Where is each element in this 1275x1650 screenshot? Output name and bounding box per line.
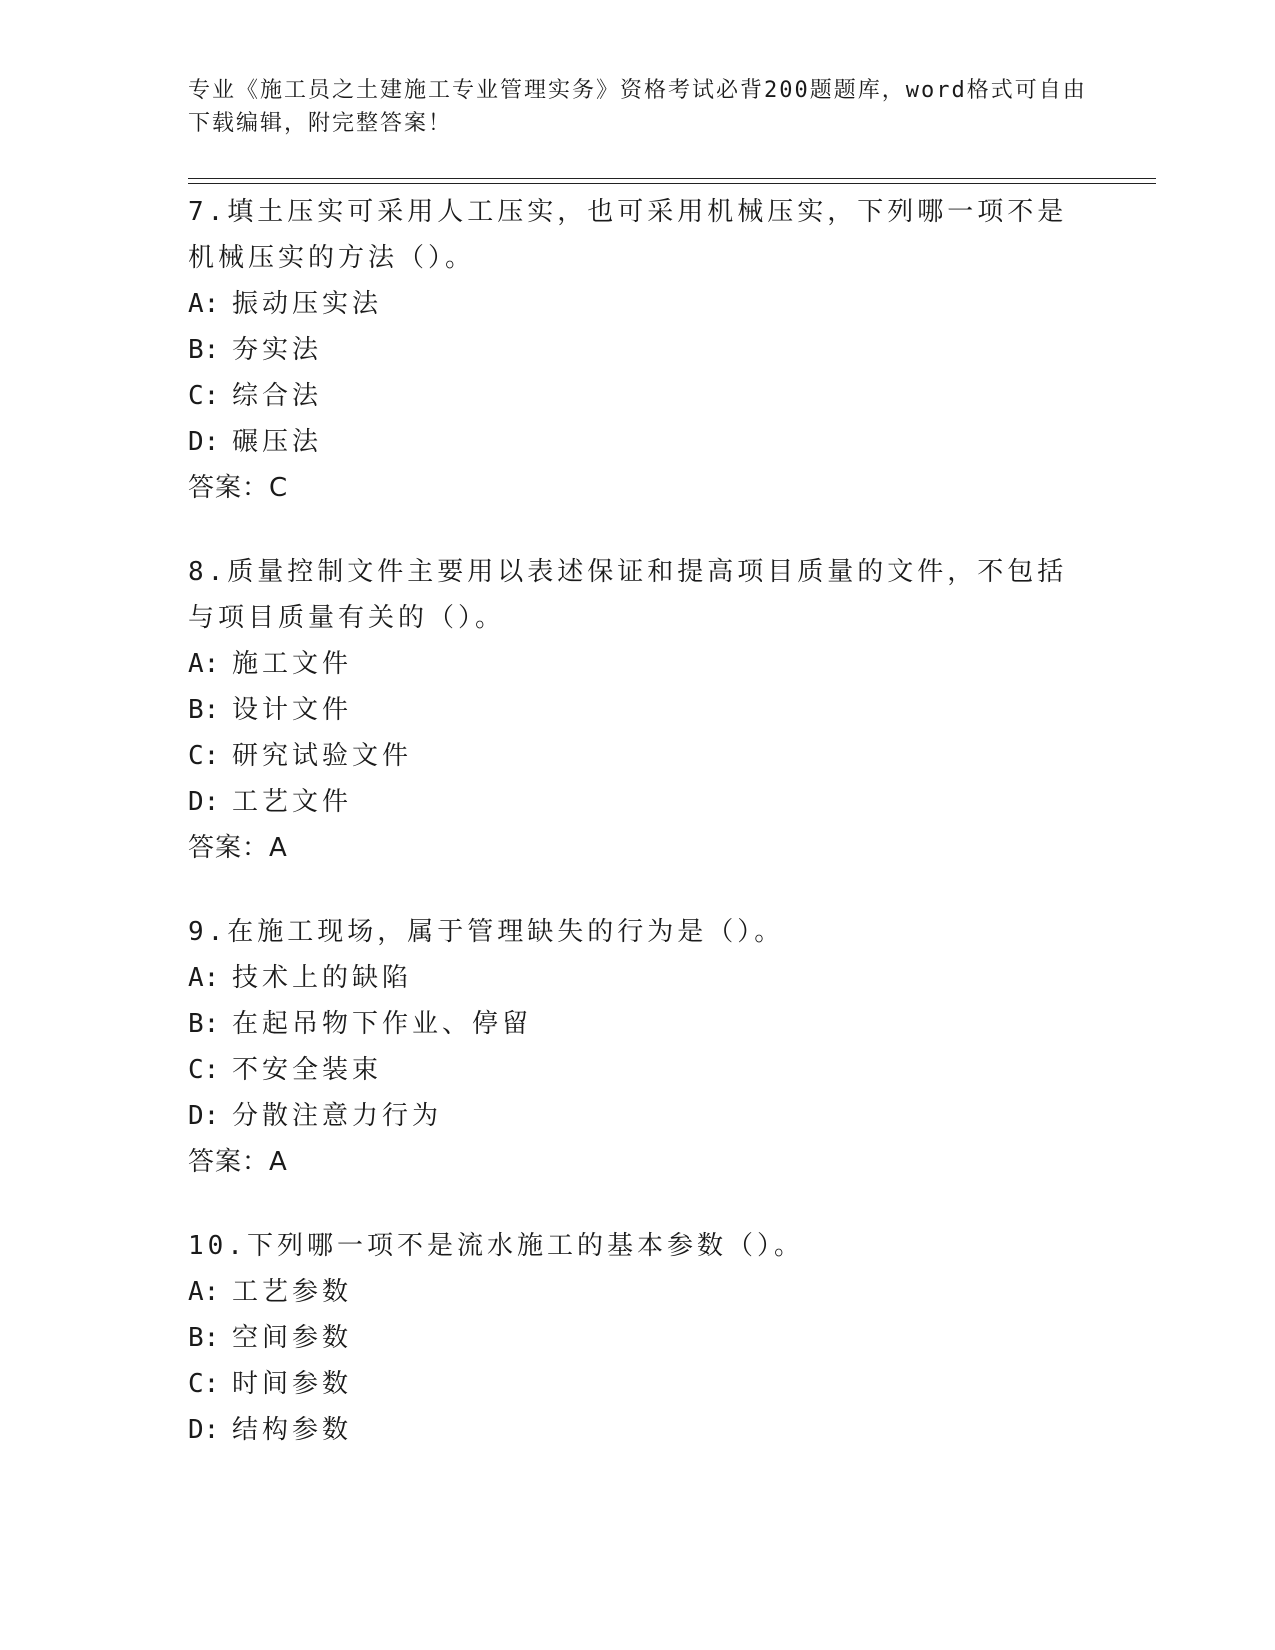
option-d — [188, 779, 1088, 825]
option-letter: D: — [188, 1101, 220, 1131]
option-letter: B: — [188, 1009, 220, 1039]
option-text: 夯实法 — [232, 335, 323, 365]
option-letter: A: — [188, 649, 220, 679]
document-header: 专业《施工员之土建施工专业管理实务》资格考试必背200题题库，word格式可自由下载编辑，附完整答案！ — [188, 78, 1087, 136]
option-text: 空间参数 — [232, 1323, 353, 1353]
option-letter: A: — [188, 289, 220, 319]
option-c — [188, 733, 1088, 779]
option-b — [188, 327, 1088, 373]
option-text: 设计文件 — [232, 695, 353, 725]
option-text: 时间参数 — [232, 1369, 353, 1399]
question-stem: 8.质量控制文件主要用以表述保证和提高项目质量的文件，不包括与项目质量有关的（）。 — [188, 557, 1068, 633]
question-8 — [188, 549, 1088, 871]
option-text: 技术上的缺陷 — [232, 963, 413, 993]
question-stem: 7.填土压实可采用人工压实，也可采用机械压实，下列哪一项不是机械压实的方法（）。 — [188, 197, 1068, 273]
option-b — [188, 1315, 1088, 1361]
option-letter: D: — [188, 787, 220, 817]
option-b — [188, 687, 1088, 733]
option-letter: A: — [188, 1277, 220, 1307]
question-9 — [188, 909, 1088, 1185]
option-d — [188, 1407, 1088, 1453]
option-text: 碾压法 — [232, 427, 323, 457]
option-letter: B: — [188, 1323, 220, 1353]
option-letter: D: — [188, 1415, 220, 1445]
option-d — [188, 419, 1088, 465]
option-a — [188, 641, 1088, 687]
header-divider-top — [188, 178, 1156, 179]
header-divider-bottom — [188, 183, 1156, 184]
option-text: 施工文件 — [232, 649, 353, 679]
option-letter: A: — [188, 963, 220, 993]
option-c — [188, 1361, 1088, 1407]
answer-line: 答案：A — [188, 833, 288, 863]
option-c — [188, 373, 1088, 419]
option-letter: C: — [188, 1369, 220, 1399]
answer-line: 答案：A — [188, 1147, 288, 1177]
option-letter: C: — [188, 741, 220, 771]
question-stem: 10.下列哪一项不是流水施工的基本参数（）。 — [188, 1231, 804, 1261]
question-stem: 9.在施工现场，属于管理缺失的行为是（）。 — [188, 917, 785, 947]
option-text: 不安全装束 — [232, 1055, 383, 1085]
option-text: 分散注意力行为 — [232, 1101, 443, 1131]
option-b — [188, 1001, 1088, 1047]
option-letter: B: — [188, 695, 220, 725]
option-a — [188, 281, 1088, 327]
question-7 — [188, 189, 1088, 511]
option-text: 工艺参数 — [232, 1277, 353, 1307]
option-letter: D: — [188, 427, 220, 457]
question-list — [188, 189, 1088, 1491]
option-c — [188, 1047, 1088, 1093]
option-a — [188, 1269, 1088, 1315]
option-text: 在起吊物下作业、停留 — [232, 1009, 533, 1039]
option-text: 研究试验文件 — [232, 741, 413, 771]
option-d — [188, 1093, 1088, 1139]
answer-line: 答案：C — [188, 473, 289, 503]
option-text: 工艺文件 — [232, 787, 353, 817]
question-10 — [188, 1223, 1088, 1453]
option-letter: C: — [188, 381, 220, 411]
option-letter: C: — [188, 1055, 220, 1085]
option-letter: B: — [188, 335, 220, 365]
option-text: 综合法 — [232, 381, 323, 411]
option-text: 振动压实法 — [232, 289, 383, 319]
option-a — [188, 955, 1088, 1001]
option-text: 结构参数 — [232, 1415, 353, 1445]
